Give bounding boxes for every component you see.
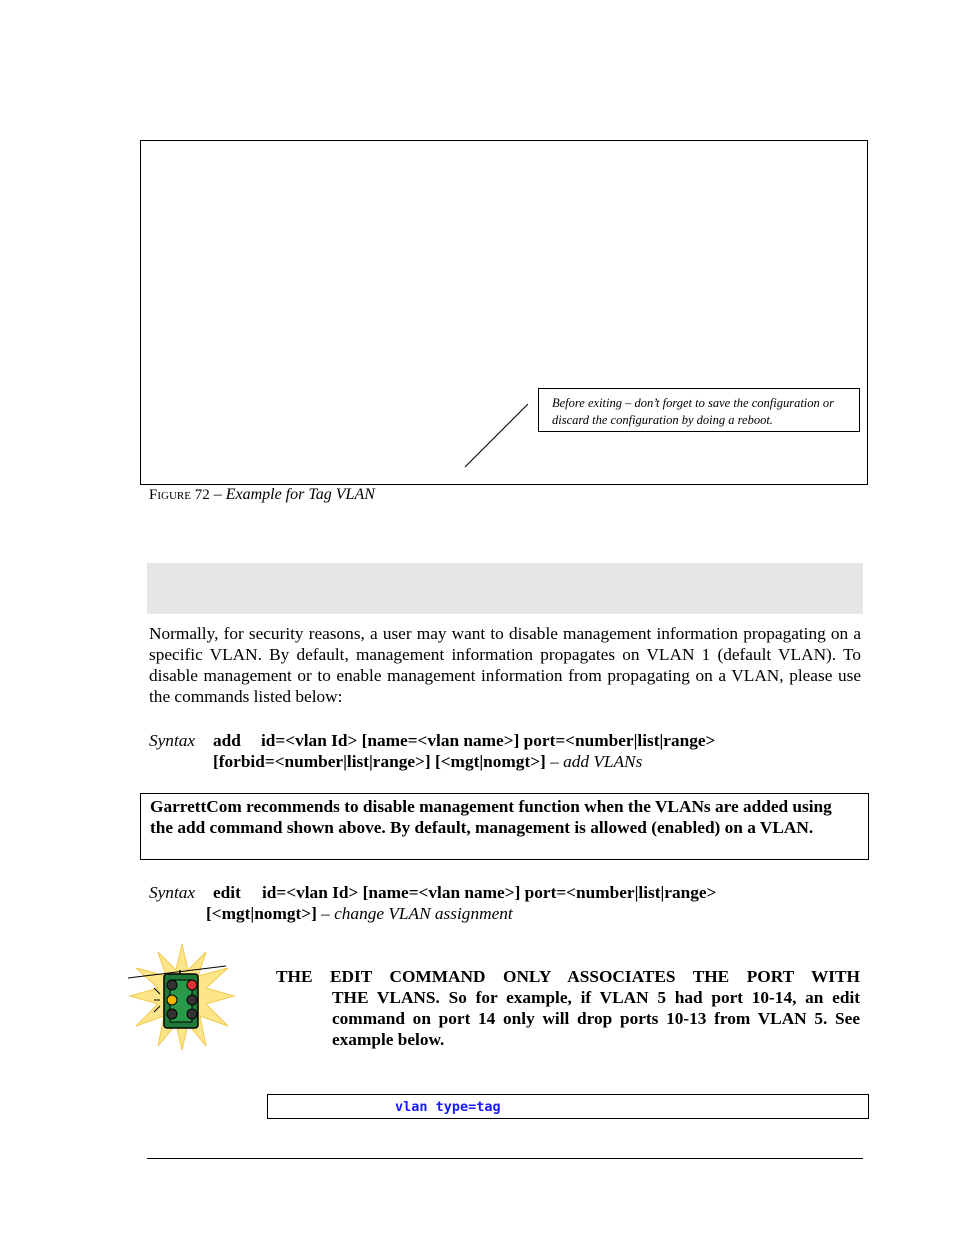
syntax-edit-line1 bbox=[149, 882, 195, 903]
syntax-add-command bbox=[213, 730, 241, 751]
command-args: [forbid=<number|list|range>] [<mgt|nomgt>] bbox=[213, 752, 546, 771]
recommendation-note: GarrettCom recommends to disable management function when the VLANs are added using the add command shown above. By default, management is allowed (enabled) on a VLAN. bbox=[140, 793, 869, 860]
syntax-edit-line2 bbox=[206, 903, 513, 924]
syntax-label: Syntax bbox=[149, 731, 196, 750]
command-description: add VLANs bbox=[563, 752, 643, 771]
command-args: [<mgt|nomgt>] bbox=[206, 904, 317, 923]
syntax-add-line2 bbox=[213, 751, 642, 772]
section-heading-bar bbox=[147, 563, 863, 614]
command-args: id=<vlan Id> [name=<vlan name>] port=<number|list|range> bbox=[262, 883, 717, 902]
caption-separator: – bbox=[209, 486, 226, 503]
command-description: change VLAN assignment bbox=[334, 904, 513, 923]
traffic-light-icon bbox=[126, 942, 238, 1052]
warning-line1: THE EDIT COMMAND ONLY ASSOCIATES THE PORT WITH bbox=[276, 967, 860, 986]
figure-caption bbox=[149, 486, 375, 504]
caption-text: Example for Tag VLAN bbox=[225, 486, 375, 503]
figure-box bbox=[140, 140, 868, 485]
figure-label: Figure 72 bbox=[149, 487, 210, 503]
command-name: add bbox=[213, 731, 241, 750]
code-example-box bbox=[267, 1094, 869, 1119]
command-name: edit bbox=[213, 883, 241, 902]
syntax-add-args1 bbox=[261, 730, 715, 751]
syntax-edit-args1 bbox=[262, 882, 716, 903]
syntax-add-line1 bbox=[149, 730, 195, 751]
command-args: id=<vlan Id> [name=<vlan name>] port=<number|list|range> bbox=[261, 731, 716, 750]
syntax-separator: – bbox=[316, 904, 335, 923]
syntax-label: Syntax bbox=[149, 883, 196, 902]
syntax-separator: – bbox=[545, 752, 564, 771]
code-example: vlan type=tag bbox=[395, 1099, 501, 1115]
intro-paragraph: Normally, for security reasons, a user may want to disable management information propagating on a specific VLAN. By default, management information propagates on VLAN 1 (default VLAN). To disable management or to enable management information from propagating on a VLAN, please use the commands listed below: bbox=[149, 624, 861, 706]
warning-body: THE VLANS. So for example, if VLAN 5 had port 10-14, an edit command on port 14 only will drop ports 10-13 from VLAN 5. See example below. bbox=[332, 988, 860, 1049]
warning-text bbox=[276, 966, 860, 1050]
callout-note: Before exiting – don’t forget to save the configuration or discard the configuration by doing a reboot. bbox=[538, 388, 860, 432]
footer-rule bbox=[147, 1158, 863, 1159]
syntax-edit-command bbox=[213, 882, 241, 903]
